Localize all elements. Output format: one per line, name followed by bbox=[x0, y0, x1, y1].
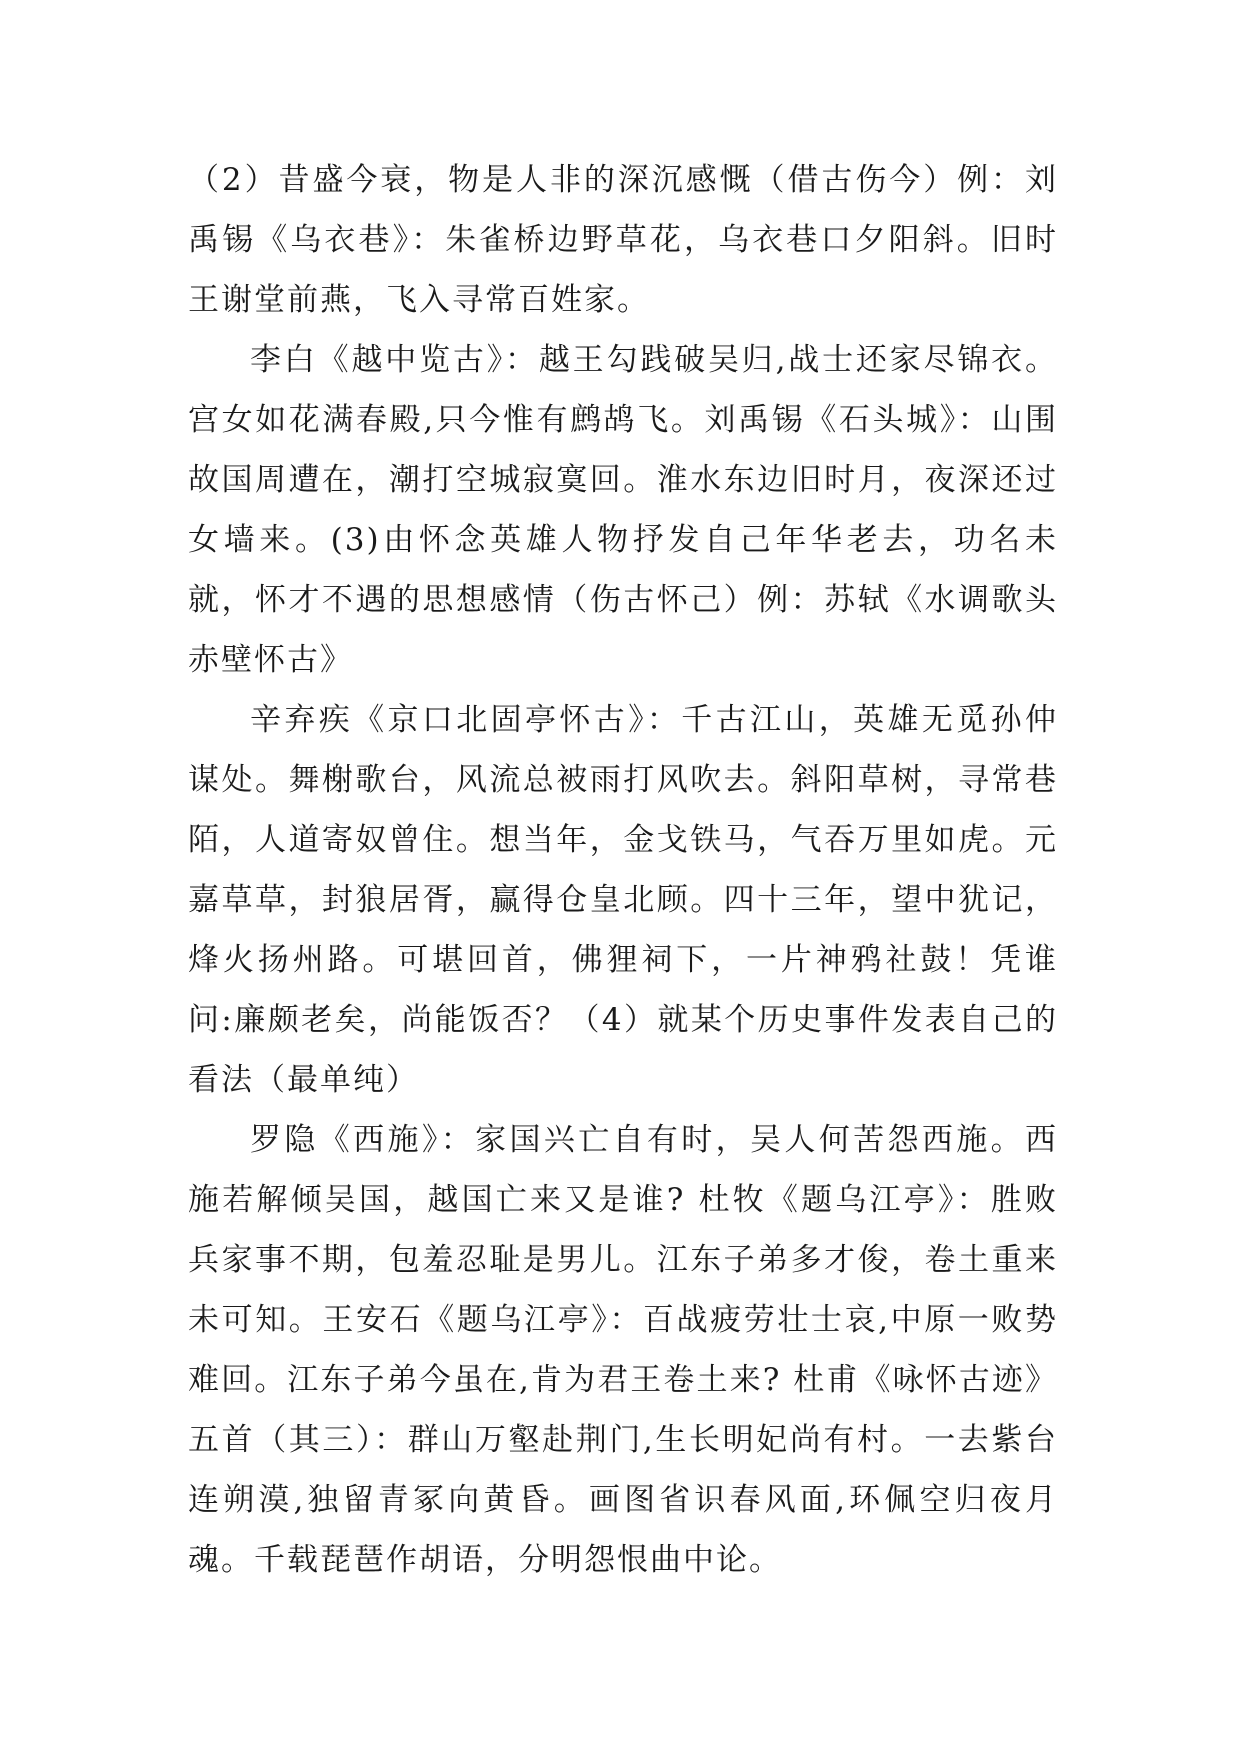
paragraph-2: 李白《越中览古》：越王勾践破吴归,战士还家尽锦衣。宫女如花满春殿,只今惟有鹧鸪飞。刘禹锡《石头城》：山围故国周遭在，潮打空城寂寞回。淮水东边旧时月，夜深还过女墙来。(3)由怀念英雄人物抒发自己年华老去，功名未就，怀才不遇的思想感情（伤古怀己）例：苏轼《水调歌头 赤壁怀古》 bbox=[188, 342, 1058, 678]
paragraph-4: 罗隐《西施》：家国兴亡自有时，吴人何苦怨西施。西施若解倾吴国，越国亡来又是谁? 杜牧《题乌江亭》：胜败兵家事不期，包羞忍耻是男儿。江东子弟多才俊，卷土重来未可知。王安石《题乌江亭》：百战疲劳壮士哀,中原一败势难回。江东子弟今虽在,肯为君王卷土来? 杜甫《咏怀古迹》五首（其三）：群山万壑赴荆门,生长明妃尚有村。一去紫台连朔漠,独留青冢向黄昏。画图省识春风面,环佩空归夜月魂。千载琵琶作胡语，分明怨恨曲中论。 bbox=[188, 1122, 1058, 1578]
body-text bbox=[188, 150, 1058, 1590]
paragraph-1: （2）昔盛今衰，物是人非的深沉感慨（借古伤今）例：刘禹锡《乌衣巷》：朱雀桥边野草花，乌衣巷口夕阳斜。旧时王谢堂前燕，飞入寻常百姓家。 bbox=[188, 162, 1058, 318]
paragraph-3: 辛弃疾《京口北固亭怀古》：千古江山，英雄无觅孙仲谋处。舞榭歌台，风流总被雨打风吹去。斜阳草树，寻常巷陌，人道寄奴曾住。想当年，金戈铁马，气吞万里如虎。元嘉草草，封狼居胥，赢得仓皇北顾。四十三年，望中犹记，烽火扬州路。可堪回首，佛狸祠下，一片神鸦社鼓！凭谁问:廉颇老矣，尚能饭否？（4）就某个历史事件发表自己的看法（最单纯） bbox=[188, 702, 1058, 1098]
